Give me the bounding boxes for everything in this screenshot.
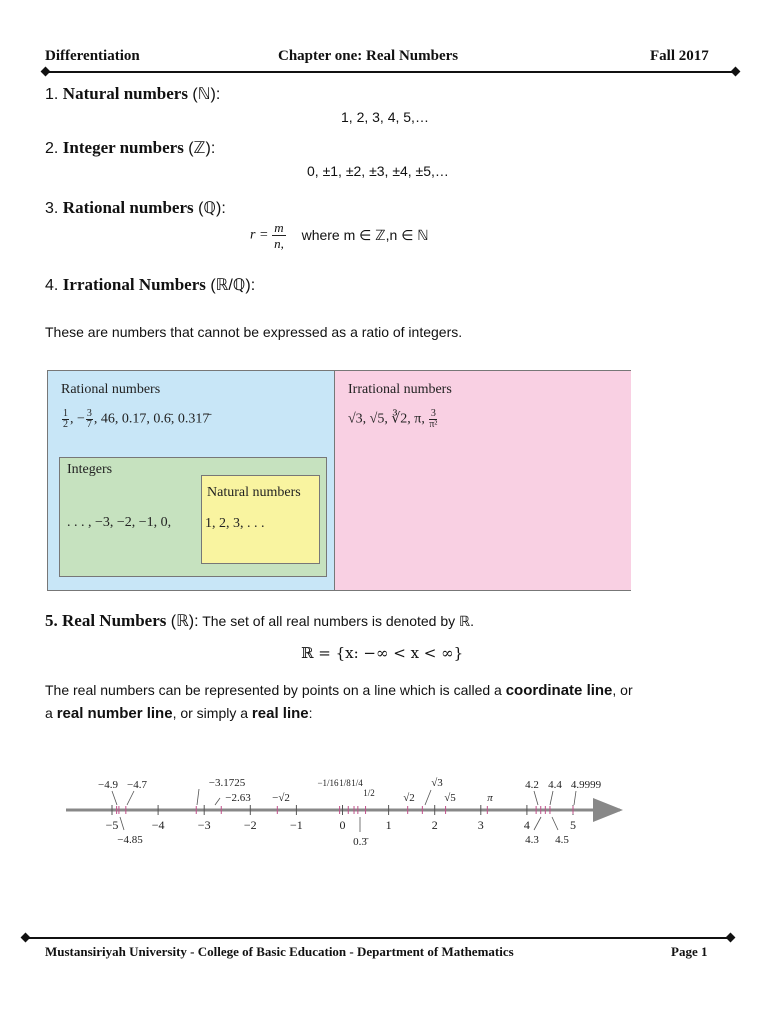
formula-numerator: m — [274, 220, 284, 235]
formula-where: where m ∈ ℤ,n ∈ ℕ — [301, 227, 429, 243]
label-pi: π — [487, 792, 493, 804]
section-num: 5. — [45, 611, 62, 630]
header-center: Chapter one: Real Numbers — [278, 48, 459, 64]
pointer — [550, 791, 553, 805]
label-m1-16: −1/16 — [317, 778, 339, 788]
term-real-number-line: real number line — [56, 705, 173, 722]
footer-institution: Mustansiriyah University - College of Basic Education - Department of Mathematics — [45, 944, 514, 959]
tick-label-3: −2 — [243, 818, 257, 832]
pointer — [534, 791, 538, 805]
fraction-numerator: 3 — [430, 408, 436, 419]
pointer — [127, 791, 134, 805]
tick-label-5: 0 — [339, 818, 346, 832]
label-sqrt3: √3 — [431, 777, 443, 789]
irrational-numbers-label: Irrational numbers — [348, 382, 452, 397]
fraction-denominator: 7 — [86, 419, 92, 430]
integers-values: . . . , −3, −2, −1, 0, — [67, 515, 172, 530]
section-num: 3. — [45, 200, 63, 217]
tick-label-10: 5 — [570, 818, 576, 832]
footer-rule — [24, 937, 730, 939]
label-0.3: 0.3̄ — [353, 836, 367, 848]
text: , or simply a — [172, 705, 252, 721]
pointer — [120, 817, 124, 830]
text: a — [45, 705, 57, 721]
section-title: Integer numbers — [62, 138, 184, 157]
text: , or — [612, 682, 633, 698]
formula-lhs: r = — [250, 227, 269, 243]
fraction-numerator: 3 — [86, 408, 92, 419]
header-rule-left-diamond — [41, 67, 51, 77]
footer-rule-left-diamond — [21, 933, 31, 943]
section-integer-heading — [45, 138, 215, 158]
natural-values: 1, 2, 3, . . . — [205, 516, 265, 531]
fraction — [429, 409, 437, 430]
irrational-description: These are numbers that cannot be expressed as a ratio of integers. — [45, 324, 463, 340]
below-labels — [117, 834, 569, 848]
irrational-examples — [348, 409, 438, 430]
number-sets-diagram — [47, 370, 631, 591]
pointer — [112, 791, 117, 805]
section-real-heading — [45, 611, 474, 631]
section-num: 2. — [45, 140, 63, 157]
section-symbol: (ℝ/ℚ): — [205, 277, 256, 294]
integers-label: Integers — [67, 462, 113, 477]
section-symbol: (ℕ): — [187, 86, 221, 103]
label-m4.85: −4.85 — [117, 834, 143, 846]
above-labels — [98, 777, 602, 804]
label-sqrt5: √5 — [444, 792, 456, 804]
pointer — [425, 790, 431, 805]
section-title: Real Numbers — [62, 611, 167, 630]
formula-fraction — [272, 220, 285, 251]
label-msqrt2: −√2 — [272, 792, 290, 804]
irrational-region — [334, 371, 631, 590]
label-4.2: 4.2 — [525, 779, 539, 791]
label-m4.7: −4.7 — [127, 779, 147, 791]
fraction-denominator: 2 — [63, 419, 68, 430]
pointer — [534, 817, 541, 830]
label-m2.63: −2.63 — [225, 792, 251, 804]
footer-page-number: Page 1 — [671, 944, 708, 959]
label-4.5: 4.5 — [555, 834, 569, 846]
label-4.3: 4.3 — [525, 834, 539, 846]
rational-formula — [250, 220, 429, 251]
section-description: The set of all real numbers is denoted by ℝ. — [198, 613, 474, 629]
section-natural-heading — [45, 84, 220, 104]
section-symbol: (ℤ): — [183, 140, 216, 157]
label-1-8: 1/8 — [339, 778, 351, 788]
fraction-numerator: 1 — [63, 408, 68, 419]
header-rule — [42, 71, 736, 73]
tick-label-6: 1 — [385, 818, 392, 832]
real-number-line — [0, 760, 768, 860]
section-title: Rational numbers — [62, 198, 194, 217]
fraction — [62, 409, 69, 430]
header-right: Fall 2017 — [650, 48, 709, 64]
rational-numbers-label: Rational numbers — [61, 382, 161, 397]
section-title: Natural numbers — [62, 84, 188, 103]
formula-denominator: n, — [274, 236, 284, 251]
header-rule-right-diamond — [731, 67, 741, 77]
tick-label-7: 2 — [431, 818, 438, 832]
section-rational-heading — [45, 198, 226, 218]
real-set-notation: ℝ = {x: −∞ < x < ∞} — [301, 644, 464, 662]
label-m4.9: −4.9 — [98, 779, 118, 791]
natural-numbers-list: 1, 2, 3, 4, 5,… — [341, 109, 429, 125]
term-coordinate-line: coordinate line — [505, 682, 613, 699]
section-irrational-heading — [45, 275, 255, 295]
tick-label-group — [106, 818, 576, 832]
footer-rule-right-diamond — [726, 933, 736, 943]
separator: , − — [70, 411, 85, 427]
real-line-description — [45, 679, 735, 725]
section-num: 4. — [45, 277, 63, 294]
section-symbol: (ℚ): — [193, 200, 226, 217]
label-m3.1725: −3.1725 — [208, 777, 246, 789]
fraction — [86, 409, 93, 430]
text: The real numbers can be represented by points on a line which is called a — [45, 682, 506, 698]
label-1-4: 1/4 — [351, 778, 363, 788]
natural-numbers-label: Natural numbers — [207, 485, 301, 500]
pointer — [552, 817, 558, 830]
rational-values: , 46, 0.17, 0.6̄, 0.317̄ — [93, 411, 210, 427]
label-4.9999: 4.9999 — [570, 779, 602, 791]
integer-numbers-list: 0, ±1, ±2, ±3, ±4, ±5,… — [307, 163, 449, 179]
tick-label-2: −3 — [197, 818, 211, 832]
pointer — [574, 791, 576, 805]
rational-examples — [61, 409, 209, 430]
pointer — [215, 798, 220, 805]
label-sqrt2: √2 — [403, 792, 415, 804]
label-1-2: 1/2 — [363, 788, 375, 798]
tick-label-4: −1 — [290, 818, 303, 832]
pointer — [197, 789, 199, 805]
tick-label-0: −5 — [105, 818, 119, 832]
section-symbol: (ℝ): — [166, 613, 199, 630]
header-left: Differentiation — [45, 48, 140, 64]
section-title: Irrational Numbers — [62, 275, 206, 294]
text: : — [308, 705, 313, 721]
section-num: 1. — [45, 86, 63, 103]
tick-label-9: 4 — [523, 818, 530, 832]
tick-label-1: −4 — [151, 818, 165, 832]
label-4.4: 4.4 — [548, 779, 562, 791]
fraction-denominator: π² — [429, 419, 438, 430]
tick-label-8: 3 — [477, 818, 484, 832]
term-real-line: real line — [251, 705, 309, 722]
irrational-values: √3, √5, ∛2, π, — [348, 411, 425, 427]
natural-region — [201, 475, 320, 564]
